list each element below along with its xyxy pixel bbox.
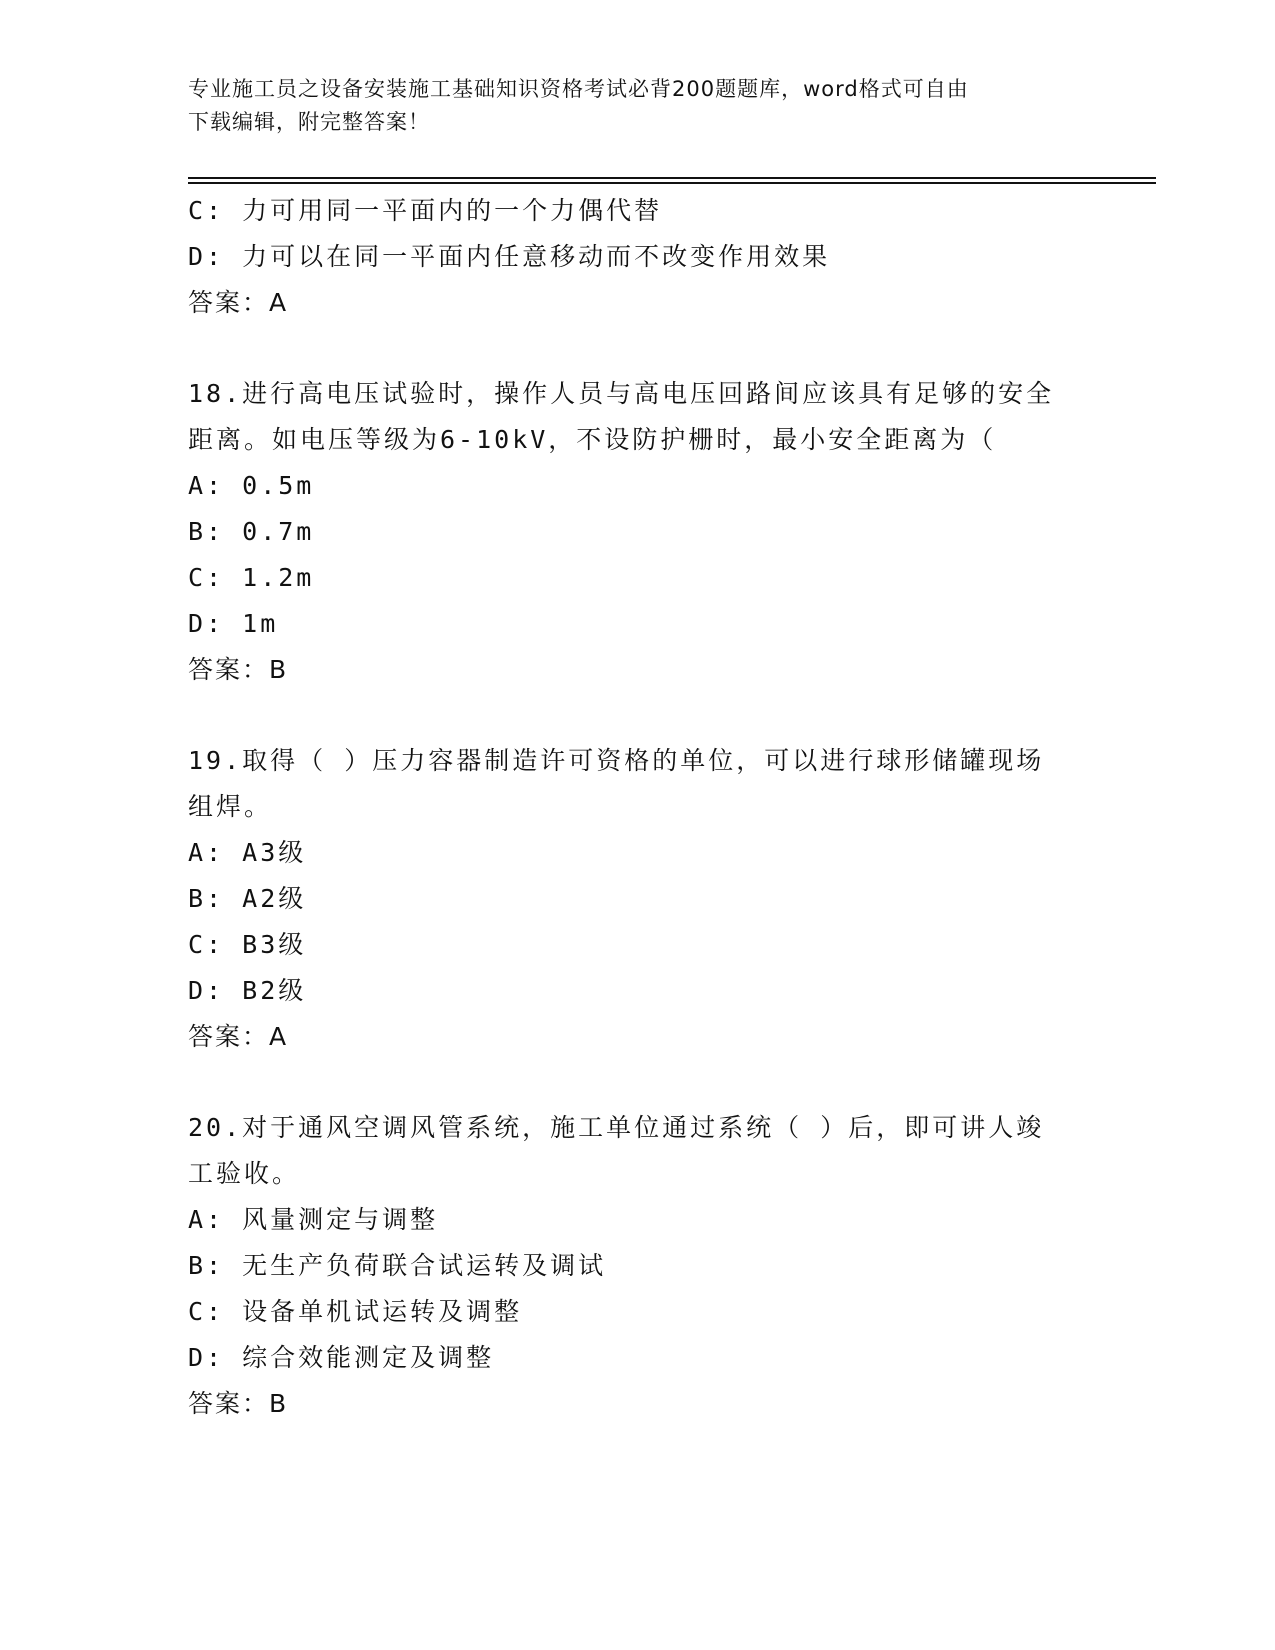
document-header [188,73,1088,139]
question-stem-line-2: 距离。如电压等级为6-10kV，不设防护栅时，最小安全距离为（ [188,425,997,454]
option-a: A: 0.5m [188,471,315,500]
header-divider-bottom [188,182,1156,184]
answer: 答案：A [188,288,289,317]
question-17-tail [188,188,1088,326]
question-stem-line-1: 18.进行高电压试验时，操作人员与高电压回路间应该具有足够的安全 [188,379,1055,408]
question-20 [188,1105,1088,1427]
question-stem-line-2: 组焊。 [188,792,273,821]
option-c: C: 设备单机试运转及调整 [188,1297,523,1326]
spacer [188,326,1088,371]
option-a: A: A3级 [188,838,307,867]
header-line-2: 下载编辑，附完整答案！ [188,110,430,134]
question-stem-line-1: 20.对于通风空调风管系统，施工单位通过系统（ ）后，即可讲人竣 [188,1113,1045,1142]
option-c: C: 力可用同一平面内的一个力偶代替 [188,196,663,225]
question-18 [188,371,1088,693]
question-stem-line-1: 19.取得（ ）压力容器制造许可资格的单位，可以进行球形储罐现场 [188,746,1045,775]
option-d: D: 力可以在同一平面内任意移动而不改变作用效果 [188,242,831,271]
option-b: B: 无生产负荷联合试运转及调试 [188,1251,607,1280]
question-stem-line-2: 工验收。 [188,1159,301,1188]
option-b: B: A2级 [188,884,307,913]
answer: 答案：A [188,1022,289,1051]
answer: 答案：B [188,1389,289,1418]
option-c: C: B3级 [188,930,307,959]
question-list [188,188,1088,1427]
spacer [188,693,1088,738]
option-a: A: 风量测定与调整 [188,1205,439,1234]
header-divider-top [188,177,1156,179]
header-line-1: 专业施工员之设备安装施工基础知识资格考试必背200题题库，word格式可自由 [188,77,969,101]
answer: 答案：B [188,655,289,684]
option-c: C: 1.2m [188,563,315,592]
option-d: D: 综合效能测定及调整 [188,1343,495,1372]
option-d: D: 1m [188,609,279,638]
option-b: B: 0.7m [188,517,315,546]
question-19 [188,738,1088,1060]
option-d: D: B2级 [188,976,307,1005]
spacer [188,1060,1088,1105]
